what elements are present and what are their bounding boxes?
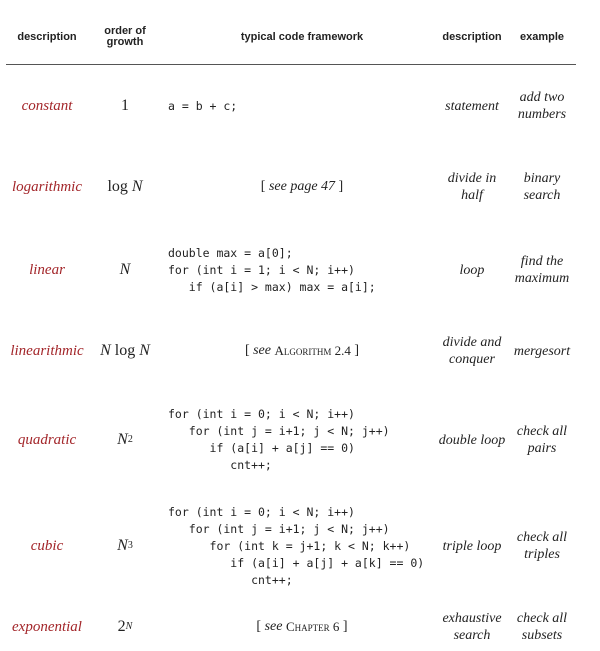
header-description-2: description (442, 31, 502, 43)
order-of-growth: N log N (100, 342, 150, 359)
code-reference: [ see page 47 ] (260, 179, 344, 194)
code-framework (168, 232, 436, 308)
row-example: add two numbers (517, 90, 567, 122)
growth-name: cubic (30, 537, 64, 554)
row-example: check all pairs (516, 424, 568, 456)
row-description: triple loop (442, 538, 502, 554)
row-description: double loop (438, 432, 506, 448)
row-example: mergesort (513, 343, 571, 359)
table-row-linearithmic (0, 316, 600, 386)
row-description: divide and conquer (442, 335, 502, 367)
header-example: example (519, 31, 565, 43)
code-block: for (int i = 0; i < N; i++) for (int j = i+1; j < N; j++) if (a[i] + a[j] == 0) cnt++; (168, 407, 390, 472)
growth-name: exponential (12, 618, 82, 635)
order-of-growth: N 3 (117, 537, 133, 554)
row-example: binary search (523, 171, 561, 203)
code-reference: [ see Algorithm 2.4 ] (244, 343, 360, 358)
row-example: check all subsets (516, 611, 568, 643)
growth-name: linear (29, 261, 65, 278)
code-framework (168, 396, 436, 484)
header-order-of-growth (94, 26, 156, 48)
table-row-linear (0, 232, 600, 308)
table-row-exponential (0, 604, 600, 650)
row-description: statement (445, 98, 499, 114)
code-reference: [ see Chapter 6 ] (256, 619, 348, 634)
row-description: divide in half (447, 171, 497, 203)
header-description: description (17, 31, 77, 43)
row-example: check all triples (516, 530, 568, 562)
order-of-growth: N 2 (117, 431, 133, 448)
table-row-quadratic (0, 396, 600, 484)
code-block: for (int i = 0; i < N; i++) for (int j = i+1; j < N; j++) for (int k = j+1; k < N; k++) if (a[i] + a[j] + a[k] == 0) cnt++; (168, 504, 425, 587)
growth-name: linearithmic (10, 342, 84, 359)
order-of-growth: log N (107, 178, 143, 195)
header-rule (6, 64, 576, 65)
code-framework (168, 70, 436, 142)
growth-name: constant (21, 97, 73, 114)
row-description: exhaustive search (442, 611, 502, 643)
table-row-logarithmic (0, 152, 600, 222)
table-row-cubic (0, 496, 600, 596)
order-of-growth: N (119, 261, 131, 278)
code-block: a = b + c; (168, 98, 238, 113)
order-of-growth: 1 (121, 97, 129, 114)
code-block: double max = a[0]; for (int i = 1; i < N; i++) if (a[i] > max) max = a[i]; (168, 245, 376, 294)
header-order-line2: growth (106, 36, 144, 48)
growth-name: quadratic (17, 431, 77, 448)
order-of-growth: 2 N (117, 618, 133, 635)
code-framework (168, 496, 436, 596)
table-row-constant (0, 70, 600, 142)
header-code-framework: typical code framework (240, 31, 364, 43)
header-order-line1: order of (104, 25, 146, 37)
row-description: loop (459, 262, 485, 278)
growth-name: logarithmic (12, 178, 82, 195)
row-example: find the maximum (514, 254, 570, 286)
